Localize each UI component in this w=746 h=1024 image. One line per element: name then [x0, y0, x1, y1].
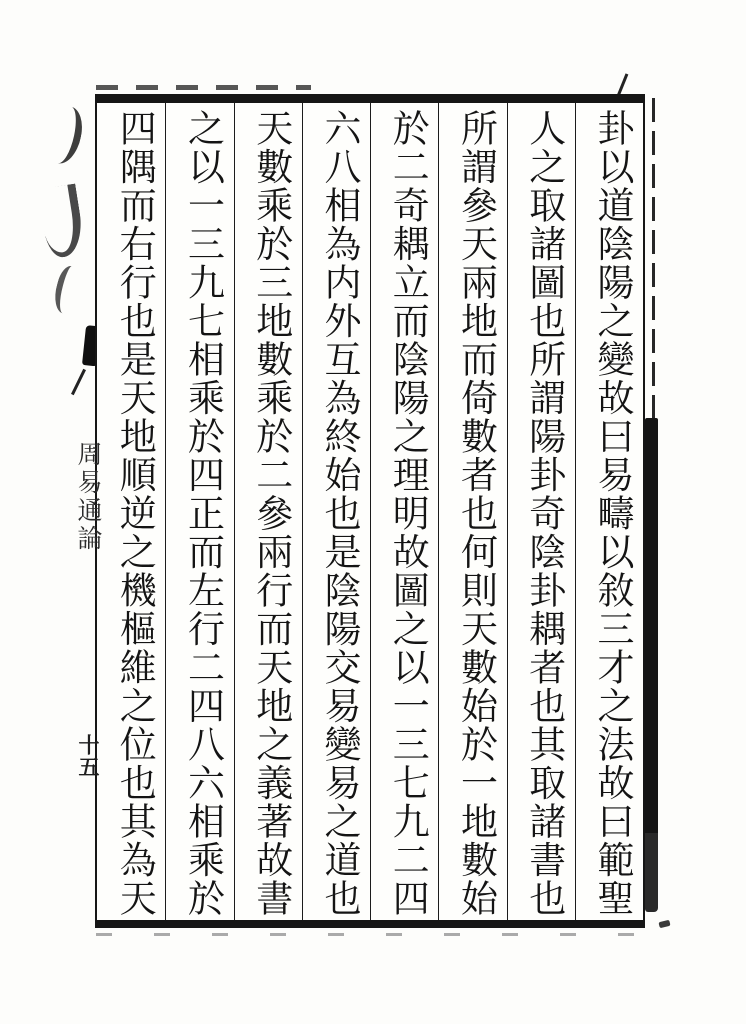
text-column-7: 之以一三九七相乘於四正而左行二四八六相乘於	[165, 103, 233, 920]
ink-smudge-mark	[38, 183, 87, 259]
ink-smudge-mark	[50, 264, 86, 317]
margin-book-title: 周易通論	[74, 441, 101, 553]
folio-page-number: 十五	[76, 734, 100, 778]
text-column-8: 四隅而右行也是天地順逆之機樞維之位也其為天	[113, 109, 155, 918]
ink-smudge-mark	[42, 103, 86, 167]
bottom-right-edge-mark	[658, 920, 670, 928]
bottom-edge-dashes	[96, 933, 658, 936]
text-column-6: 天數乘於三地數乘於二參兩行而天地之義著故書	[234, 103, 302, 920]
text-column-1: 卦以道陰陽之變故曰易疇以敘三才之法故曰範聖	[575, 103, 643, 920]
text-column-3: 所謂參天兩地而倚數者也何則天數始於一地數始	[438, 103, 506, 920]
text-column-2: 人之取諸圖也所謂陽卦奇陰卦耦者也其取諸書也	[507, 103, 575, 920]
ink-smudge-mark	[71, 369, 86, 395]
text-column-4: 於二奇耦立而陰陽之理明故圖之以一三七九二四	[370, 103, 438, 920]
text-frame	[95, 94, 645, 928]
gutter-broken-line	[652, 98, 655, 428]
gutter-black-bar	[645, 418, 658, 912]
text-column-5: 六八相為内外互為終始也是陰陽交易變易之道也	[302, 103, 370, 920]
top-left-edge-dashes	[96, 85, 311, 90]
